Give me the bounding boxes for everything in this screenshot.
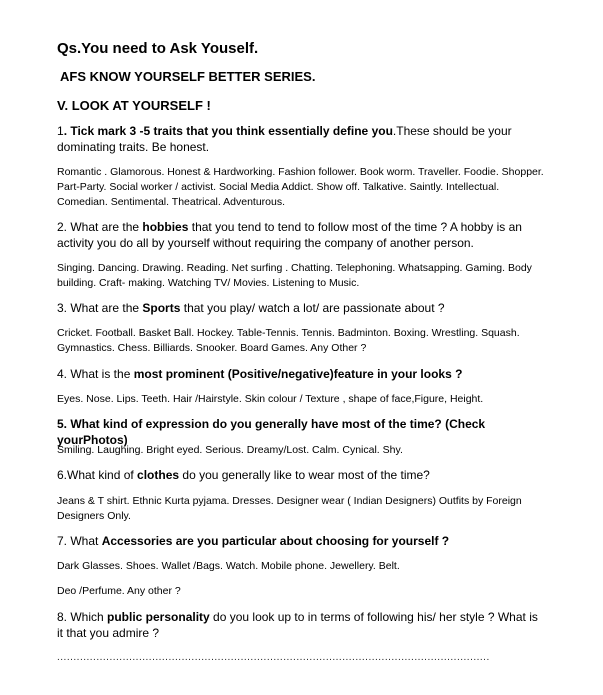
question-4-emphasis: most prominent (Positive/negative)feature in your looks ? (133, 367, 463, 381)
question-1-options: Romantic . Glamorous. Honest & Hardworking. Fashion follower. Book worm. Traveller. Foodie. Shopper. Part-Party. Social worker / activist. Social Media Addict. Show off. Talkative. Saintly. Intellectual. Comedian. Sentimental. Theatrical. Adventurous. (57, 166, 544, 208)
question-3-text-start: 3. What are the (57, 301, 143, 315)
question-2-text-start: 2. What are the (57, 220, 143, 234)
question-6 (57, 467, 547, 483)
question-6-emphasis: clothes (137, 468, 180, 482)
question-7-options-more: Deo /Perfume. Any other ? (57, 585, 181, 597)
question-8-emphasis: public personality (107, 610, 210, 624)
series-title: AFS KNOW YOURSELF BETTER SERIES. (60, 69, 316, 84)
question-5-options: Smiling. Laughing. Bright eyed. Serious. Dreamy/Lost. Calm. Cynical. Shy. (57, 444, 403, 456)
question-1-emphasis: . Tick mark 3 -5 traits that you think essentially define you (63, 124, 393, 138)
worksheet-title: Qs.You need to Ask Youself. (57, 40, 259, 57)
question-6-text-start: 6.What kind of (57, 468, 138, 482)
question-6-text-end: do you generally like to wear most of the time? (179, 468, 430, 482)
question-8 (57, 609, 547, 641)
question-3-options: Cricket. Football. Basket Ball. Hockey. Table-Tennis. Tennis. Badminton. Boxing. Wrestling. Squash. Gymnastics. Chess. Billiards. Snooker. Board Games. Any Other ? (57, 327, 520, 354)
question-7-options: Dark Glasses. Shoes. Wallet /Bags. Watch. Mobile phone. Jewellery. Belt. (57, 560, 400, 572)
question-2-text-end: that you tend to tend to follow most of the time ? A hobby is an activity you do all by yourself without requiring the company of another person. (57, 220, 522, 250)
question-2-options: Singing. Dancing. Drawing. Reading. Net surfing . Chatting. Telephoning. Whatsapping. Gaming. Body building. Craft- making. Watching TV/ Movies. Listening to Music. (57, 262, 532, 289)
question-7-text-start: 7. What (57, 534, 102, 548)
question-4-options: Eyes. Nose. Lips. Teeth. Hair /Hairstyle. Skin colour / Texture , shape of face,Figure, Height. (57, 393, 484, 405)
answer-line[interactable]: .................................................................................................................................... (57, 652, 490, 663)
question-6-options: Jeans & T shirt. Ethnic Kurta pyjama. Dresses. Designer wear ( Indian Designers) Outfits by Foreign Designers Only. (57, 495, 522, 522)
question-2 (57, 219, 547, 251)
question-3-text-end: that you play/ watch a lot/ are passionate about ? (180, 301, 445, 315)
question-3-emphasis: Sports (142, 301, 181, 315)
question-8-text-start: 8. Which (57, 610, 108, 624)
question-5: 5. What kind of expression do you generally have most of the time? (Check yourPhotos) (57, 417, 486, 447)
question-1-number: 1 (57, 124, 64, 138)
question-2-emphasis: hobbies (142, 220, 189, 234)
question-7 (57, 533, 547, 549)
section-title: V. LOOK AT YOURSELF ! (57, 98, 211, 113)
question-3 (57, 300, 547, 316)
question-8-text-end: do you look up to in terms of following his/ her style ? What is it that you admire ? (57, 610, 538, 640)
question-1-text: .These should be your dominating traits. Be honest. (57, 124, 512, 154)
question-1 (57, 123, 547, 155)
question-4-text-start: 4. What is the (57, 367, 134, 381)
question-7-emphasis: Accessories are you particular about choosing for yourself ? (101, 534, 450, 548)
question-4 (57, 366, 547, 382)
